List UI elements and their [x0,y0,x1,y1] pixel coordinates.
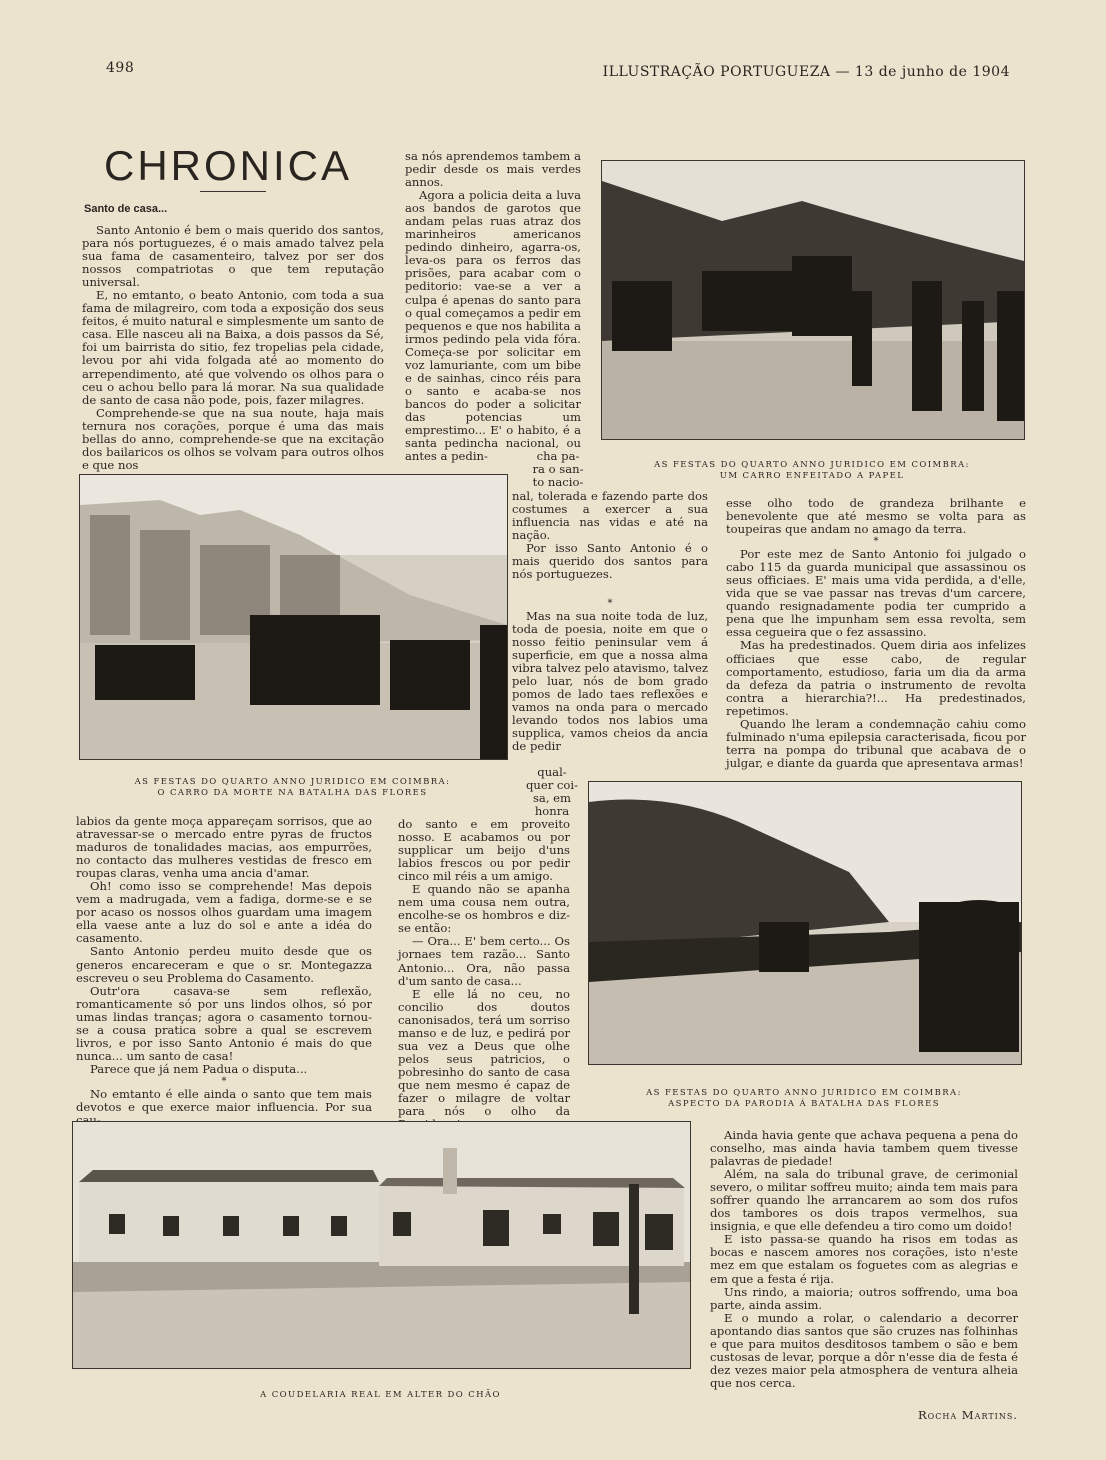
signature-block [850,1409,1018,1422]
text-line: quer coi- [525,778,579,793]
column-2-middle-b [512,598,708,754]
paragraph: Santo Antonio é bem o mais querido dos santos, para nós portuguezes, é o mais amado talvez pela sua fama de casamenteiro, talvez por ser dos nossos compatriotas o que tem reputação universal. [82,223,384,290]
paragraph: Ainda havia gente que achava pequena a pena do conselho, mas ainda havia tambem quem tivesse palavras de piedade! [710,1128,1018,1169]
paragraph: sa nós aprendemos tambem a pedir desde os mais verdes annos. [405,149,581,190]
paragraph: esse olho todo de grandeza brilhante e benevolente que até mesmo se volta para as toupeiras que andam no amago da terra. [726,496,1026,537]
paragraph: Outr'ora casava-se sem reflexão, romanticamente só por uns lindos olhos, só por umas lindas tranças; agora o casamento tornou-se a cousa pratica sobre a qual se escrevem livros, e por isso Santo Antonio é mais do que nunca... um santo de casa! [76,983,372,1063]
running-title: ILLUSTRAÇÃO PORTUGUEZA — 13 de junho de 1904 [602,64,1010,80]
paragraph: Comprehende-se que na sua noute, haja mais ternura nos corações, porque é uma das mais bellas do anno, comprehende-se que na excitação dos bailaricos os olhos se volvam para outros olhos e que nos [82,405,384,472]
column-3-bottom [710,1129,1018,1390]
text-line: qual- [537,765,567,779]
column-2-narrow-text-2 [524,766,580,818]
column-2-middle [512,490,708,581]
paragraph: Quando lhe leram a condemnação cahiu como fulminado n'uma epilepsia caracterisada, ficou por terra na pompa do tribunal que acabava de o julgar, e diante da guarda que apresentava armas! [726,716,1026,770]
text-line: honra [534,804,570,819]
column-2-bottom [398,818,570,1131]
article-subtitle: Santo de casa... [84,203,168,215]
caption-photo-3 [588,1088,1020,1110]
paragraph: Uns rindo, a maioria; outros soffrendo, uma boa parte, ainda assim. [710,1284,1018,1312]
photo-coudelaria [72,1121,691,1369]
paragraph: Santo Antonio perdeu muito desde que os generos encareceram e que o sr. Montegazza escreveu o seu Problema do Casamento. [76,944,372,985]
paragraph: Além, na sala do tribunal grave, de cerimonial severo, o militar soffreu muito; ainda tem mais para soffrer quando lhe arrancarem ao som dos rufos dos tambores os dois trapos vermelhos, sua insignia, e que elle defendeu a tiro como um doido! [710,1167,1018,1234]
column-2-narrow-text [532,450,584,489]
caption-line: A COUDELARIA REAL EM ALTER DO CHÃO [260,1390,501,1400]
paragraph: Agora a policia deita a luva aos bandos de garotos que andam pelas ruas atraz dos marinheiros americanos pedindo dinheiro, agarra-os, leva-os para os ferros das prisões, para acabar com o peditorio: vae-se a ver a culpa é apenas do santo para o qual começamos a pedir em pequenos e que nos habilita a irmos pedindo pela vida fóra. Começa-se por solicitar em voz lamuriante, com um bibe e de sainhas, cinco réis para o santo e acaba-se nos bancos do poder a solicitar das potencias um emprestimo... E' o habito, é a santa pedincha nacional, ou antes a pedin- [405,188,581,464]
paragraph: — Ora... E' bem certo... Os jornaes tem razão... Santo Antonio... Ora, não passa d'um santo de casa... [398,934,570,988]
paragraph: E isto passa-se quando ha risos em todas as bocas e nascem amores nos corações, isto n'este mez em que estalam os foguetes com as alegrias e em que a festa é rija. [710,1232,1018,1286]
paragraph: labios da gente moça appareçam sorrisos, que ao atravessar-se o mercado entre pyras de fructos maduros de tonalidades macias, aos empurrões, no contacto das mulheres vestidas de fresco em roupas claras, venha uma ancia d'amar. [76,814,372,881]
column-1-bottom [76,815,372,1127]
paragraph: Por isso Santo Antonio é o mais querido dos santos para nós portuguezes. [512,541,708,582]
caption-photo-1 [601,460,1023,482]
separator-asterisk: * [221,1075,227,1087]
photo-carro-enfeitado [601,160,1025,440]
paragraph: E quando não se apanha nem uma cousa nem outra, encolhe-se os hombros e diz-se então: [398,882,570,936]
column-1-top [82,224,384,472]
paragraph: Mas na sua noite toda de luz, toda de poesia, noite em que o nosso feitio peninsular vem á superficie, em que a nossa alma vibra talvez pelo atavismo, talvez pelo luar, nós de bom grado pomos de lado taes reflexões e vamos na onda para o mercado levando todos nos labios uma supplica, vamos cheios da ancia de pedir [512,609,708,754]
paragraph: do santo e em proveito nosso. E acabamos ou por supplicar um beijo d'uns labios frescos ou por pedir cinco mil réis a um amigo. [398,817,570,884]
separator-asterisk: * [607,598,613,609]
paragraph: E elle lá no ceu, no concilio dos doutos canonisados, terá um sorriso manso e de luz, e pedirá por sua vez a Deus que olhe pelos seus patricios, o pobresinho do santo de casa que nem mesmo é capaz de fazer o milagre de voltar para nós o olho da [398,986,570,1119]
article-title: CHRONICA [104,142,353,189]
caption-line: AS FESTAS DO QUARTO ANNO JURIDICO EM COIMBRA: [646,1088,962,1098]
text-line: to nacio- [532,475,584,490]
paragraph: nal, tolerada e fazendo parte dos costumes a exercer a sua influencia nas vidas e até na nação. [512,489,708,543]
paragraph: Oh! como isso se comprehende! Mas depois vem a madrugada, vem a fadiga, dorme-se e se por acaso os nossos olhos guardam uma imagem ella vaese ante a luz do sol e ante a idéa do casamento. [76,879,372,946]
caption-line: ASPECTO DA PARODIA Á BATALHA DAS FLORES [668,1099,940,1109]
paragraph: E o mundo a rolar, o calendario a decorrer apontando dias santos que são cruzes nas folhinhas e que para muitos desditosos tambem o são e bem custosas de levar, porque a dôr n'esse dia de festa é dez vezes maior pela atmosphera de ventura alheia que nos cerca. [710,1310,1018,1390]
text-line: sa, em [532,791,572,806]
photo-parodia [588,781,1022,1065]
paragraph: E, no emtanto, o beato Antonio, com toda a sua fama de milagreiro, com toda a exposição dos seus feitos, é muito natural e simplesmente um santo de casa. Elle nasceu ali na Baixa, a dois passos da Sé, foi um bairrista do sitio, fez tropelias pela cidade, levou por ahi vida folgada até ao momento do arrependimento, até que volvendo os olhos para o ceu o achou bello para lá morar. Na sua qualidade de santo de casa não pode, pois, fazer milagres. [82,288,384,407]
page-number: 498 [106,60,135,76]
column-3-middle [726,497,1026,770]
caption-photo-4 [72,1390,689,1401]
title-rule [200,191,266,192]
text-line: ra o san- [532,462,584,477]
paragraph: Mas ha predestinados. Quem diria aos infelizes officiaes que esse cabo, de regular comportamento, estudioso, faria um dia da arma da defeza da patria o instrumento de revolta contra a hierarchia?!... Ha predestinados, repetimos. [726,638,1026,718]
photo-carro-da-morte [79,474,508,760]
paragraph: Parece que já nem Padua o disputa... [90,1061,308,1076]
caption-line: AS FESTAS DO QUARTO ANNO JURIDICO EM COIMBRA: [134,777,451,787]
separator-asterisk: * [873,536,879,548]
column-2-top [405,150,581,463]
caption-line: O CARRO DA MORTE NA BATALHA DAS FLORES [157,788,428,798]
paragraph: Por este mez de Santo Antonio foi julgado o cabo 115 da guarda municipal que assassinou os seus officiaes. E' mais uma vida perdida, a d'elle, vida que se vae passar nas trevas d'um carcere, quando resignadamente podia ter cumprido a pena que lhe impunham sem essa revolta, sem essa cegueira que o fez assassino. [726,547,1026,640]
caption-line: UM CARRO ENFEITADO A PAPEL [719,471,905,481]
text-line: cha pa- [536,449,580,463]
paragraph: No emtanto é elle ainda o santo que tem mais devotos e que exerce maior influencia. Por sua [76,1086,372,1114]
author-signature: Rocha Martins. [917,1408,1018,1422]
caption-line: AS FESTAS DO QUARTO ANNO JURIDICO EM COIMBRA: [654,460,970,470]
caption-photo-2 [79,777,506,799]
